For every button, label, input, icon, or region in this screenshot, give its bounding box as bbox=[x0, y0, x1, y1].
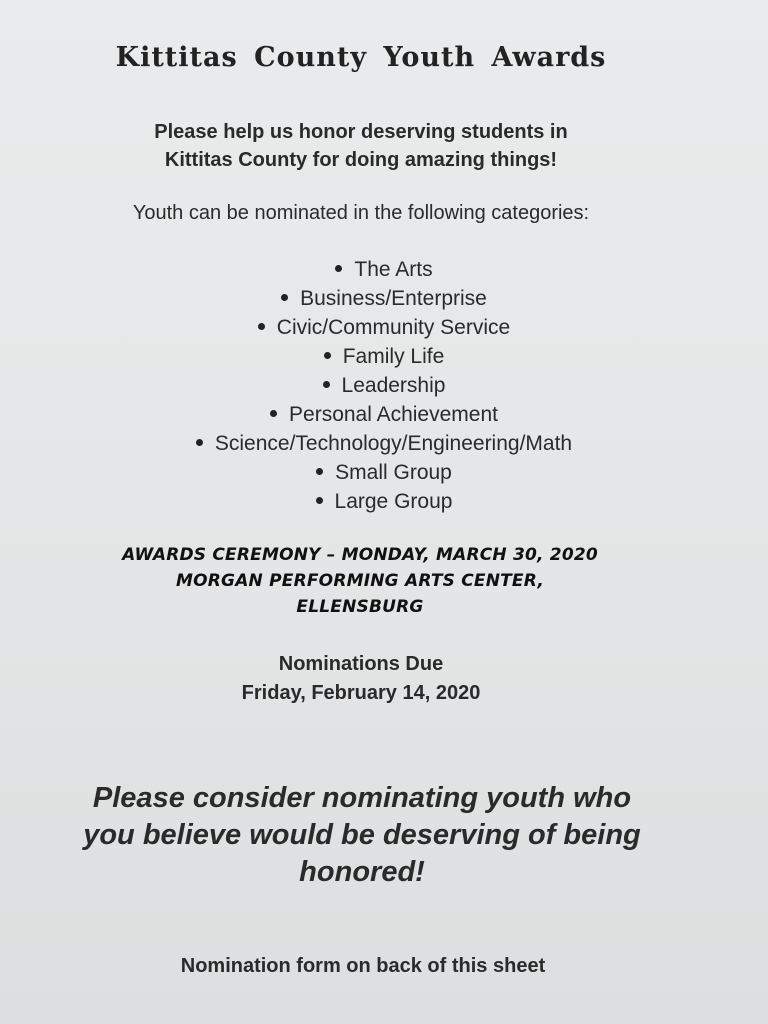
category-list bbox=[0, 255, 768, 516]
nominations-heading: Nominations Due bbox=[278, 653, 444, 675]
category-label: Business/Enterprise bbox=[300, 287, 487, 310]
flyer-title: Kittitas County Youth Awards bbox=[115, 42, 607, 73]
bullet-icon bbox=[323, 381, 330, 388]
category-label: Family Life bbox=[342, 345, 445, 368]
footer-note: Nomination form on back of this sheet bbox=[180, 955, 546, 977]
category-label: Leadership bbox=[341, 374, 446, 397]
intro-line-2: Kittitas County for doing amazing things! bbox=[164, 149, 558, 171]
intro-text bbox=[0, 118, 722, 174]
ceremony-date: AWARDS CEREMONY – MONDAY, MARCH 30, 2020 bbox=[122, 545, 598, 565]
bullet-icon bbox=[196, 439, 203, 446]
category-label: Civic/Community Service bbox=[276, 316, 511, 339]
appeal-line-1: Please consider nominating youth who bbox=[92, 782, 632, 814]
category-item bbox=[0, 255, 768, 284]
categories-lead: Youth can be nominated in the following categories: bbox=[132, 202, 590, 224]
bullet-icon bbox=[258, 323, 265, 330]
bullet-icon bbox=[324, 352, 331, 359]
bullet-icon bbox=[316, 497, 323, 504]
ceremony-venue: MORGAN PERFORMING ARTS CENTER, bbox=[175, 571, 544, 591]
appeal-line-2: you believe would be deserving of being bbox=[83, 819, 641, 851]
category-item bbox=[0, 342, 768, 371]
category-label: The Arts bbox=[354, 258, 433, 281]
ceremony-details bbox=[0, 542, 720, 620]
bullet-icon bbox=[270, 410, 277, 417]
nominations-date: Friday, February 14, 2020 bbox=[241, 682, 481, 704]
category-item bbox=[0, 284, 768, 313]
nomination-appeal bbox=[0, 780, 724, 891]
category-item bbox=[0, 487, 768, 516]
appeal-line-3: honored! bbox=[299, 856, 425, 888]
category-item bbox=[0, 458, 768, 487]
category-label: Science/Technology/Engineering/Math bbox=[214, 432, 573, 455]
category-item bbox=[0, 429, 768, 458]
ceremony-city: ELLENSBURG bbox=[296, 597, 424, 617]
nominations-due bbox=[0, 650, 722, 708]
category-item bbox=[0, 371, 768, 400]
bullet-icon bbox=[281, 294, 288, 301]
category-label: Small Group bbox=[335, 461, 452, 484]
category-item bbox=[0, 400, 768, 429]
category-label: Large Group bbox=[334, 490, 453, 513]
intro-line-1: Please help us honor deserving students in bbox=[154, 121, 568, 143]
bullet-icon bbox=[316, 468, 323, 475]
category-label: Personal Achievement bbox=[289, 403, 498, 426]
bullet-icon bbox=[335, 265, 342, 272]
category-item bbox=[0, 313, 768, 342]
